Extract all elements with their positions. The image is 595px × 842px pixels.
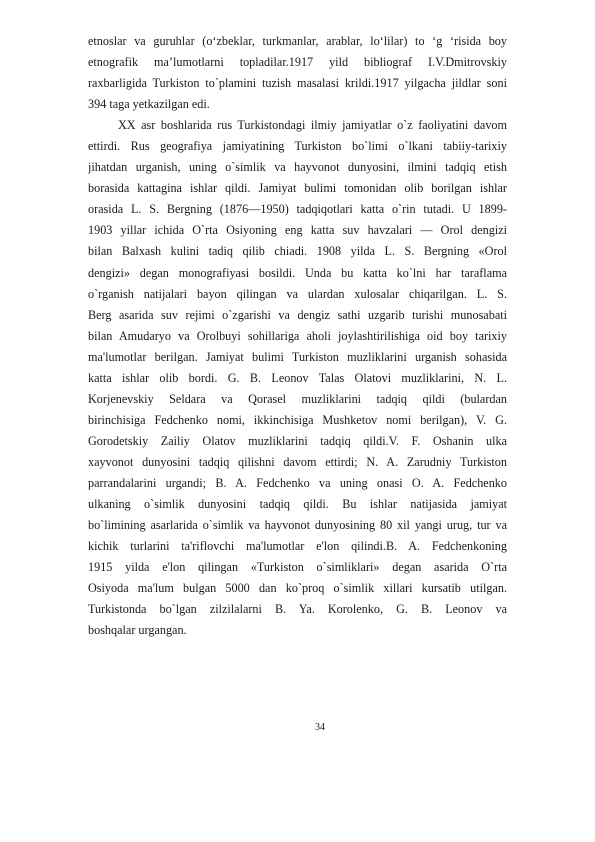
page-number: 34 xyxy=(315,722,325,733)
text-line: Korjenevskiy Seldara va Qorasel muzliklarini tadqiq qildi (bulardan xyxy=(88,391,507,406)
text-line: katta ishlar olib bordi. G. B. Leonov Talas Olatovi muzliklarini, N. L. xyxy=(88,370,507,385)
text-line: Berg asarida suv rejimi o`zgarishi va dengiz sathi uzgarib turishi munosabati xyxy=(88,307,507,322)
body-text xyxy=(88,31,507,641)
text-line: kichik turlarini ta'riflovchi ma'lumotlar e'lon qilindi.B. A. Fedchenkoning xyxy=(88,539,507,554)
text-line: raxbarligida Turkiston to`plamini tuzish masalasi krildi.1917 yilgacha jildlar soni xyxy=(88,76,507,91)
text-line: xayvonot dunyosini tadqiq qilishni davom ettirdi; N. A. Zarudniy Turkiston xyxy=(88,454,507,469)
text-line: ma'lumotlar berilgan. Jamiyat bulimi Turkiston muzliklarini urganish sohasida xyxy=(88,349,507,364)
text-line: etnoslar va guruhlar (o‘zbeklar, turkmanlar, arablar, lo‘lilar) to ‘g ‘risida boy xyxy=(88,34,507,48)
text-line: o`rganish natijalari bayon qilingan va ulardan xulosalar chiqarilgan. L. S. xyxy=(88,286,507,301)
text-line: borasida kattagina ishlar qildi. Jamiyat bulimi tomonidan olib borilgan ishlar xyxy=(88,181,507,196)
text-line: 394 taga yetkazilgan edi. xyxy=(88,97,210,112)
text-line: 1903 yillar ichida O`rta Osiyoning eng katta suv havzalari — Orol dengizi xyxy=(88,223,507,238)
text-line: bo`limining asarlarida o`simlik va hayvonot dunyosining 80 xil yangi urug, tur va xyxy=(88,518,507,533)
text-line: Osiyoda ma'lum bulgan 5000 dan ko`proq o`simlik xillari kursatib utilgan. xyxy=(88,581,507,596)
text-line: ettirdi. Rus geografiya jamiyatining Turkiston bo`limi o`lkani tabiiy-tarixiy xyxy=(88,139,507,154)
text-line: ulkaning o`simlik dunyosini tadqiq qildi. Bu ishlar natijasida jamiyat xyxy=(88,497,507,512)
text-line: bilan Amudaryo va Orolbuyi sohillariga aholi joylashtirilishiga oid boy tarixiy xyxy=(88,328,507,343)
text-line: birinchisiga Fedchenko nomi, ikkinchisiga Mushketov nomi berilgan), V. G. xyxy=(88,412,507,427)
text-line: orasida L. S. Bergning (1876—1950) tadqiqotlari katta o`rin tutadi. U 1899- xyxy=(88,202,507,217)
text-line: jihatdan urganish, uning o`simlik va hayvonot dunyosini, ilmini tadqiq etish xyxy=(88,160,507,175)
text-line: XX asr boshlarida rus Turkistondagi ilmiy jamiyatlar o`z faoliyatini davom xyxy=(118,118,507,133)
text-line: 1915 yilda e'lon qilingan «Turkiston o`simliklari» degan asarida O`rta xyxy=(88,560,507,575)
text-line: etnografik ma’lumotlarni topladilar.1917 yild bibliograf I.V.Dmitrovskiy xyxy=(88,55,507,70)
text-line: dengizi» degan monografiyasi bosildi. Unda bu katta ko`lni har taraflama xyxy=(88,265,507,280)
text-line: bilan Balxash kulini tadiq qilib chiadi. 1908 yilda L. S. Bergning «Orol xyxy=(88,244,507,259)
text-line: boshqalar urgangan. xyxy=(88,623,187,638)
text-line: parrandalarini urgandi; B. A. Fedchenko va uning onasi O. A. Fedchenko xyxy=(88,475,507,490)
text-line: Turkistonda bo`lgan zilzilalarni B. Ya. Korolenko, G. B. Leonov va xyxy=(88,602,507,617)
text-line: Gorodetskiy Zailiy Olatov muzliklarini tadqiq qildi.V. F. Oshanin ulka xyxy=(88,433,507,448)
